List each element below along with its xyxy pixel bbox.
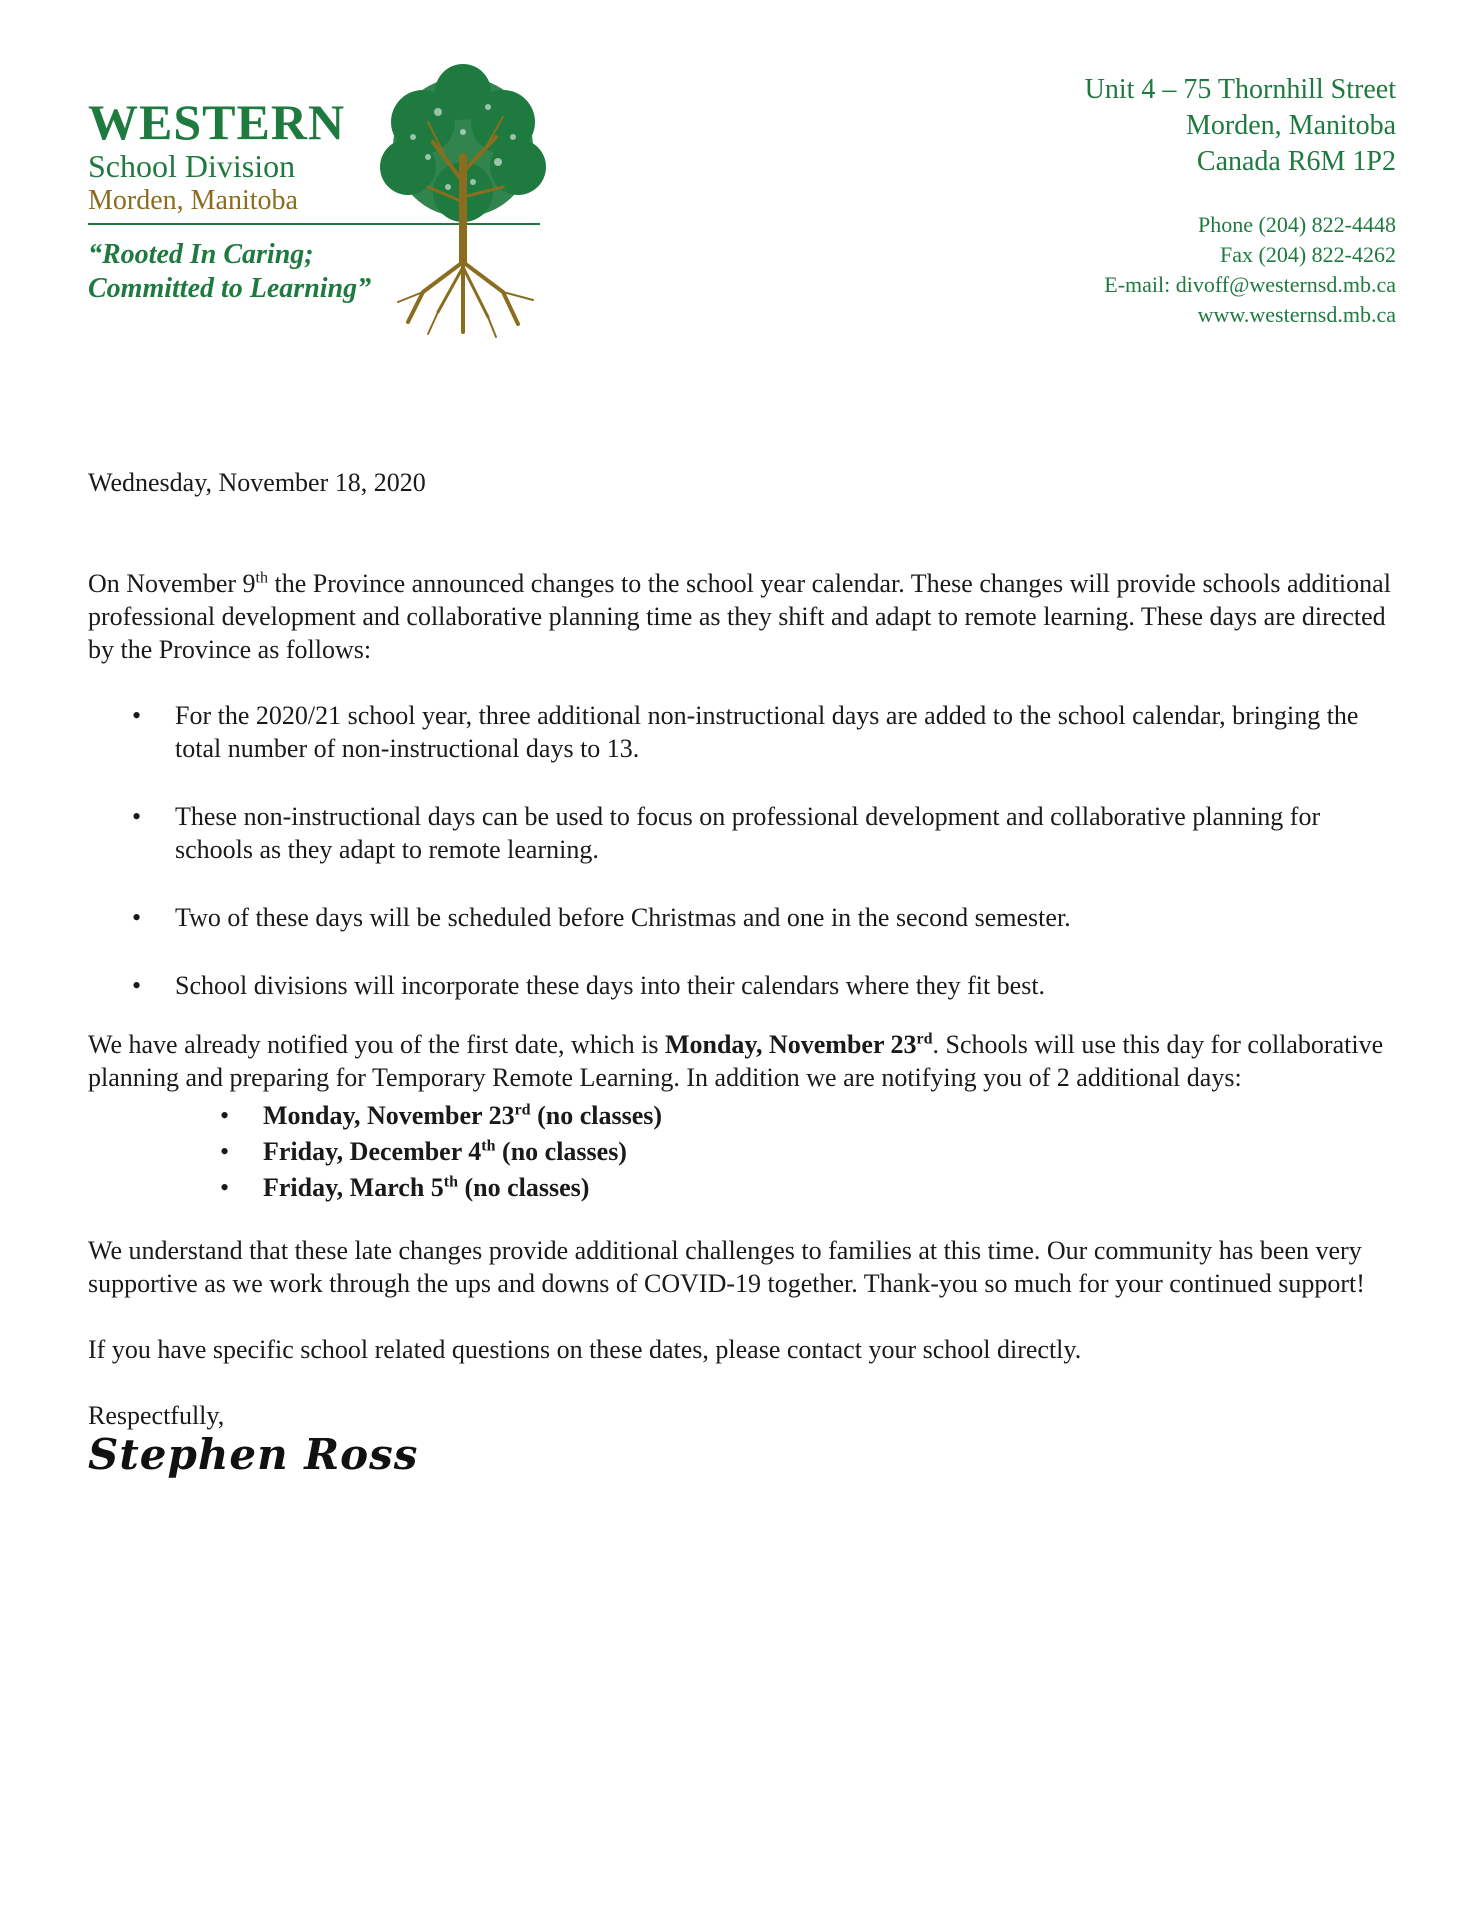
- list-item: • Monday, November 23rd (no classes): [88, 1098, 1398, 1134]
- email-address[interactable]: E-mail: divoff@westernsd.mb.ca: [1104, 272, 1396, 297]
- understanding-paragraph: We understand that these late changes provide additional challenges to families at this time. Our community has been very supportive as we work through the ups and downs of COVID-19 together. Thank-you so much for your continued support!: [88, 1236, 1365, 1298]
- province-directives-list: [88, 699, 1398, 1002]
- questions-paragraph: If you have specific school related questions on these dates, please contact your school directly.: [88, 1335, 1082, 1364]
- tree-logo-icon: [368, 62, 558, 342]
- notice-paragraph: We have already notified you of the first date, which is Monday, November 23rd. Schools will use this day for collaborative planning and preparing for Temporary Remote Learning. In addition we are notifying you of 2 additional days:: [88, 1030, 1384, 1092]
- website-link[interactable]: www.westernsd.mb.ca: [1197, 302, 1396, 327]
- phone-number: Phone (204) 822-4448: [1198, 212, 1396, 237]
- division-name: WESTERN: [88, 94, 346, 150]
- list-item: • These non-instructional days can be used to focus on professional development and collaborative planning for schools as they adapt to remote learning.: [88, 800, 1398, 866]
- no-class-dates-list: [88, 1098, 1398, 1206]
- list-item: • For the 2020/21 school year, three additional non-instructional days are added to the school calendar, bringing the total number of non-instructional days to 13.: [88, 699, 1398, 765]
- closing-salutation: Respectfully,: [88, 1401, 225, 1430]
- address-line-1: Unit 4 – 75 Thornhill Street: [1084, 74, 1396, 105]
- letter-date: Wednesday, November 18, 2020: [88, 468, 426, 497]
- division-subtitle: School Division: [88, 148, 296, 184]
- intro-paragraph: On November 9th the Province announced changes to the school year calendar. These changes will provide schools additional professional development and collaborative planning time as they shift and adapt to remote learning. These days are directed by the Province as follows:: [88, 569, 1391, 664]
- division-tagline: [88, 238, 371, 306]
- address-line-2: Morden, Manitoba: [1186, 110, 1396, 141]
- contact-block: [1085, 72, 1396, 330]
- address-line-3: Canada R6M 1P2: [1196, 146, 1396, 177]
- list-item: • Friday, March 5th (no classes): [88, 1170, 1398, 1206]
- fax-number: Fax (204) 822-4262: [1220, 242, 1396, 267]
- letter-body: [88, 466, 1398, 1479]
- tagline-line-2: Committed to Learning”: [88, 273, 372, 304]
- division-logo-text: [88, 96, 345, 218]
- list-item: • School divisions will incorporate these days into their calendars where they fit best.: [88, 969, 1398, 1002]
- division-location: Morden, Manitoba: [88, 185, 298, 216]
- signature: Stephen Ross: [88, 1430, 419, 1479]
- list-item: • Two of these days will be scheduled before Christmas and one in the second semester.: [88, 901, 1398, 934]
- list-item: • Friday, December 4th (no classes): [88, 1134, 1398, 1170]
- tagline-line-1: “Rooted In Caring;: [88, 239, 314, 270]
